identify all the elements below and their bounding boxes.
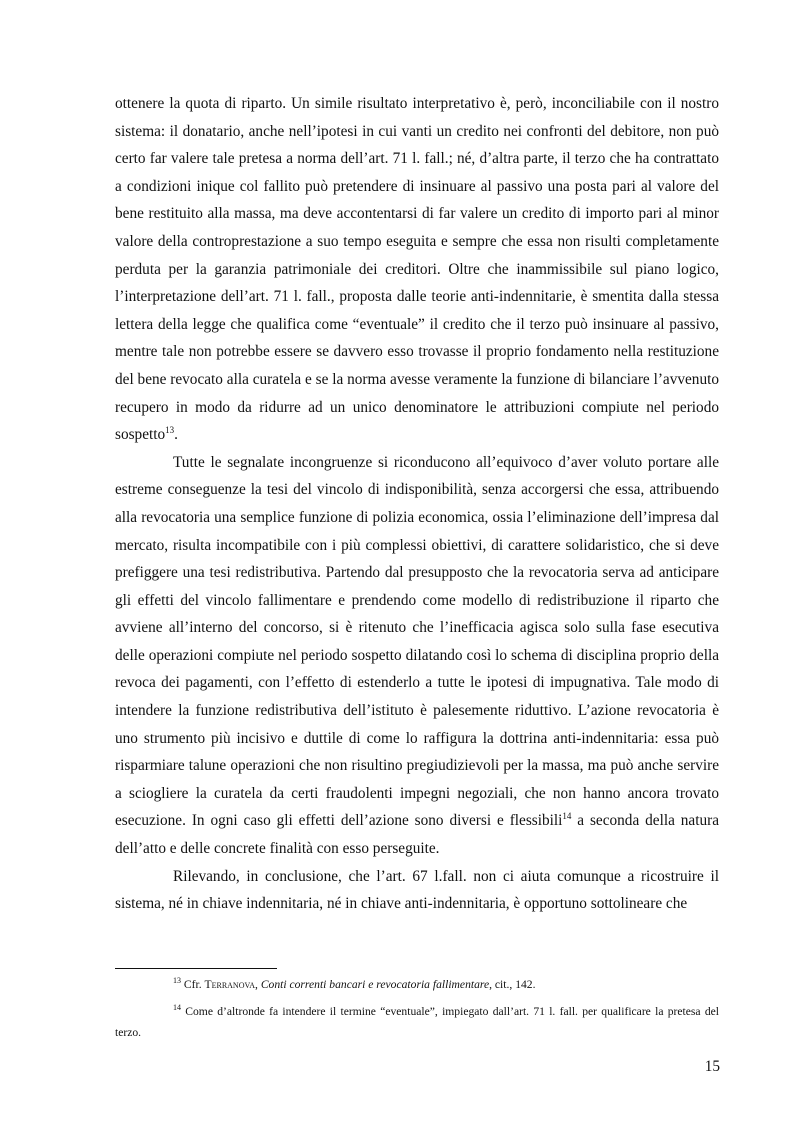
footnote-13	[115, 974, 719, 995]
page-body	[115, 90, 719, 918]
footnotes	[115, 974, 719, 1049]
footnote-ref-14: 14	[562, 811, 572, 822]
footnote-separator	[115, 968, 277, 969]
paragraph-3	[115, 863, 719, 918]
footnote-14	[115, 1001, 719, 1043]
paragraph-2-text-a: Tutte le segnalate incongruenze si riconducono all’equivoco d’aver voluto portare alle estreme conseguenze la tesi del vincolo di indisponibilità, senza accorgersi che essa, attribuendo alla revocatoria una semplice funzione di polizia economica, ossia l’eliminazione dell’impresa dal mercato, risulta incompatibile con i più complessi obiettivi, di carattere solidaristico, che si deve prefiggere una tesi redistributiva. Partendo dal presupposto che la revocatoria serva ad anticipare gli effetti del vincolo fallimentare e prendendo come modello di redistribuzione il riparto che avviene all’interno del concorso, si è ritenuto che l’inefficacia agisca solo sulla fase esecutiva delle operazioni compiute nel periodo sospetto dilatando così lo schema di disciplina proprio della revoca dei pagamenti, con l’effetto di estenderlo a tutte le ipotesi di impugnativa. Tale modo di intendere la funzione redistributiva dell’istituto è palesemente riduttivo. L’azione revocatoria è uno strumento più incisivo e duttile di come lo raffigura la dottrina anti-indennitaria: essa può risparmiare talune operazioni che non risultino pregiudizievoli per la massa, ma può anche servire a sciogliere la curatela da certi fraudolenti impegni negoziali, che non hanno ancora trovato esecuzione. In ogni caso gli effetti dell’azione sono diversi e flessibili	[115, 453, 719, 830]
footnote-sep: ,	[255, 978, 261, 991]
footnote-number: 14	[173, 1003, 181, 1013]
footnote-title: Conti correnti bancari e revocatoria fallimentare	[260, 978, 490, 991]
page-number: 15	[704, 1058, 720, 1075]
footnote-prefix: Cfr.	[181, 978, 205, 991]
footnote-suffix: , cit., 142.	[489, 978, 536, 991]
paragraph-1-end: .	[174, 426, 178, 444]
paragraph-1	[115, 90, 719, 449]
footnote-ref-13: 13	[165, 425, 175, 436]
paragraph-1-text: ottenere la quota di riparto. Un simile risultato interpretativo è, però, inconciliabile con il nostro sistema: il donatario, anche nell’ipotesi in cui vanti un credito nei confronti del debitore, non può certo far valere tale pretesa a norma dell’art. 71 l. fall.; né, d’altra parte, il terzo che ha contrattato a condizioni inique col fallito può pretendere di insinuare al passivo una posta pari al valore del bene restituito alla massa, ma deve accontentarsi di far valere un credito di importo pari al minor valore della controprestazione a suo tempo eseguita e sempre che essa non risulti completamente perduta per la garanzia patrimoniale dei creditori. Oltre che inammissibile sul piano logico, l’interpretazione dell’art. 71 l. fall., proposta dalle teorie anti-indennitarie, è smentita dalla stessa lettera della legge che qualifica come “eventuale” il credito che il terzo può insinuare al passivo, mentre tale non potrebbe essere se davvero esso trovasse il proprio fondamento nella restituzione del bene revocato alla curatela e se la norma avesse veramente la funzione di bilanciare l’avvenuto recupero in modo da ridurre ad un unico denominatore le attribuzioni compiute nel periodo sospetto	[115, 95, 719, 444]
footnote-number: 13	[173, 976, 181, 986]
footnote-text: Come d’altronde fa intendere il termine “eventuale”, impiegato dall’art. 71 l. fall. per qualificare la pretesa del terzo.	[115, 1005, 719, 1039]
paragraph-2	[115, 449, 719, 863]
paragraph-2-text-b: a seconda della natura dell’atto e delle concrete finalità con esso perseguite.	[115, 812, 719, 858]
paragraph-3-text: Rilevando, in conclusione, che l’art. 67 l.fall. non ci aiuta comunque a ricostruire il sistema, né in chiave indennitaria, né in chiave anti-indennitaria, è opportuno sottolineare che	[115, 867, 719, 913]
footnote-author: Terranova	[204, 978, 256, 991]
